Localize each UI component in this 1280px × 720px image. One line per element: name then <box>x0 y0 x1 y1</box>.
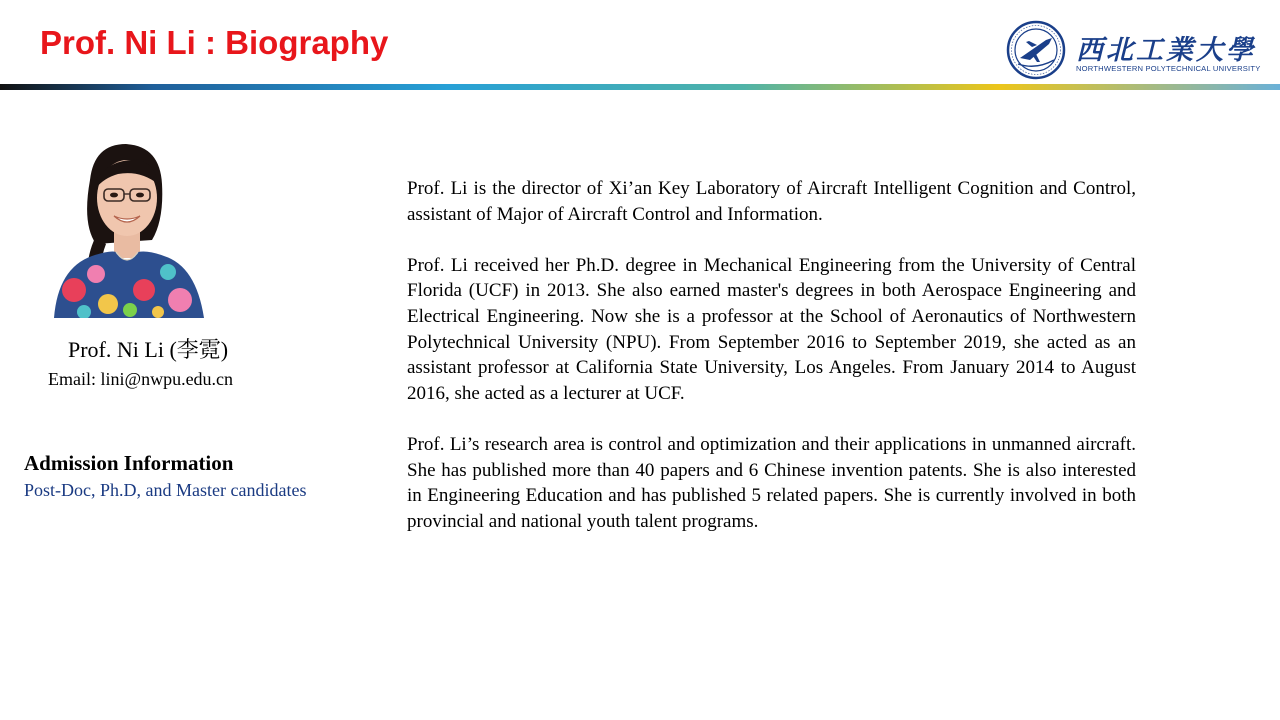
profile-email: Email: lini@nwpu.edu.cn <box>48 369 234 389</box>
header-divider <box>0 84 1280 90</box>
university-name-cn: 西北工業大學 <box>1076 35 1256 66</box>
page-title: Prof. Ni Li : Biography <box>40 24 389 61</box>
bio-paragraph: Prof. Li’s research area is control and optimization and their applications in unmanned aircraft. She has published more than 40 papers and 6 Chinese invention patents. She is also interested in Engineering Education and has published 5 related papers. She is currently involved in both provincial and national youth talent programs. <box>407 433 1136 532</box>
admission-heading: Admission Information <box>24 451 234 475</box>
bio-paragraph: Prof. Li received her Ph.D. degree in Mechanical Engineering from the University of Central Florida (UCF) in 2013. She also earned master's degrees in both Aerospace Engineering and Electrical Engineering. Now she is a professor at the School of Aeronautics of Northwestern Polytechnical University (NPU). From September 2016 to September 2019, she acted as an assistant professor at California State University, Los Angeles. From January 2014 to August 2016, she acted as a lecturer at UCF. <box>407 254 1136 404</box>
profile-name: Prof. Ni Li (李霓) <box>68 337 229 362</box>
bio-paragraph: Prof. Li is the director of Xi’an Key Laboratory of Aircraft Intelligent Cognition and Control, assistant of Major of Aircraft Control and Information. <box>407 178 1136 225</box>
university-name-en: NORTHWESTERN POLYTECHNICAL UNIVERSITY <box>1076 64 1261 73</box>
university-logo <box>1006 20 1261 80</box>
biography-text <box>407 176 1136 560</box>
university-seal-icon <box>1006 20 1066 80</box>
profile-photo <box>44 140 206 318</box>
admission-text: Post-Doc, Ph.D, and Master candidates <box>24 480 307 500</box>
